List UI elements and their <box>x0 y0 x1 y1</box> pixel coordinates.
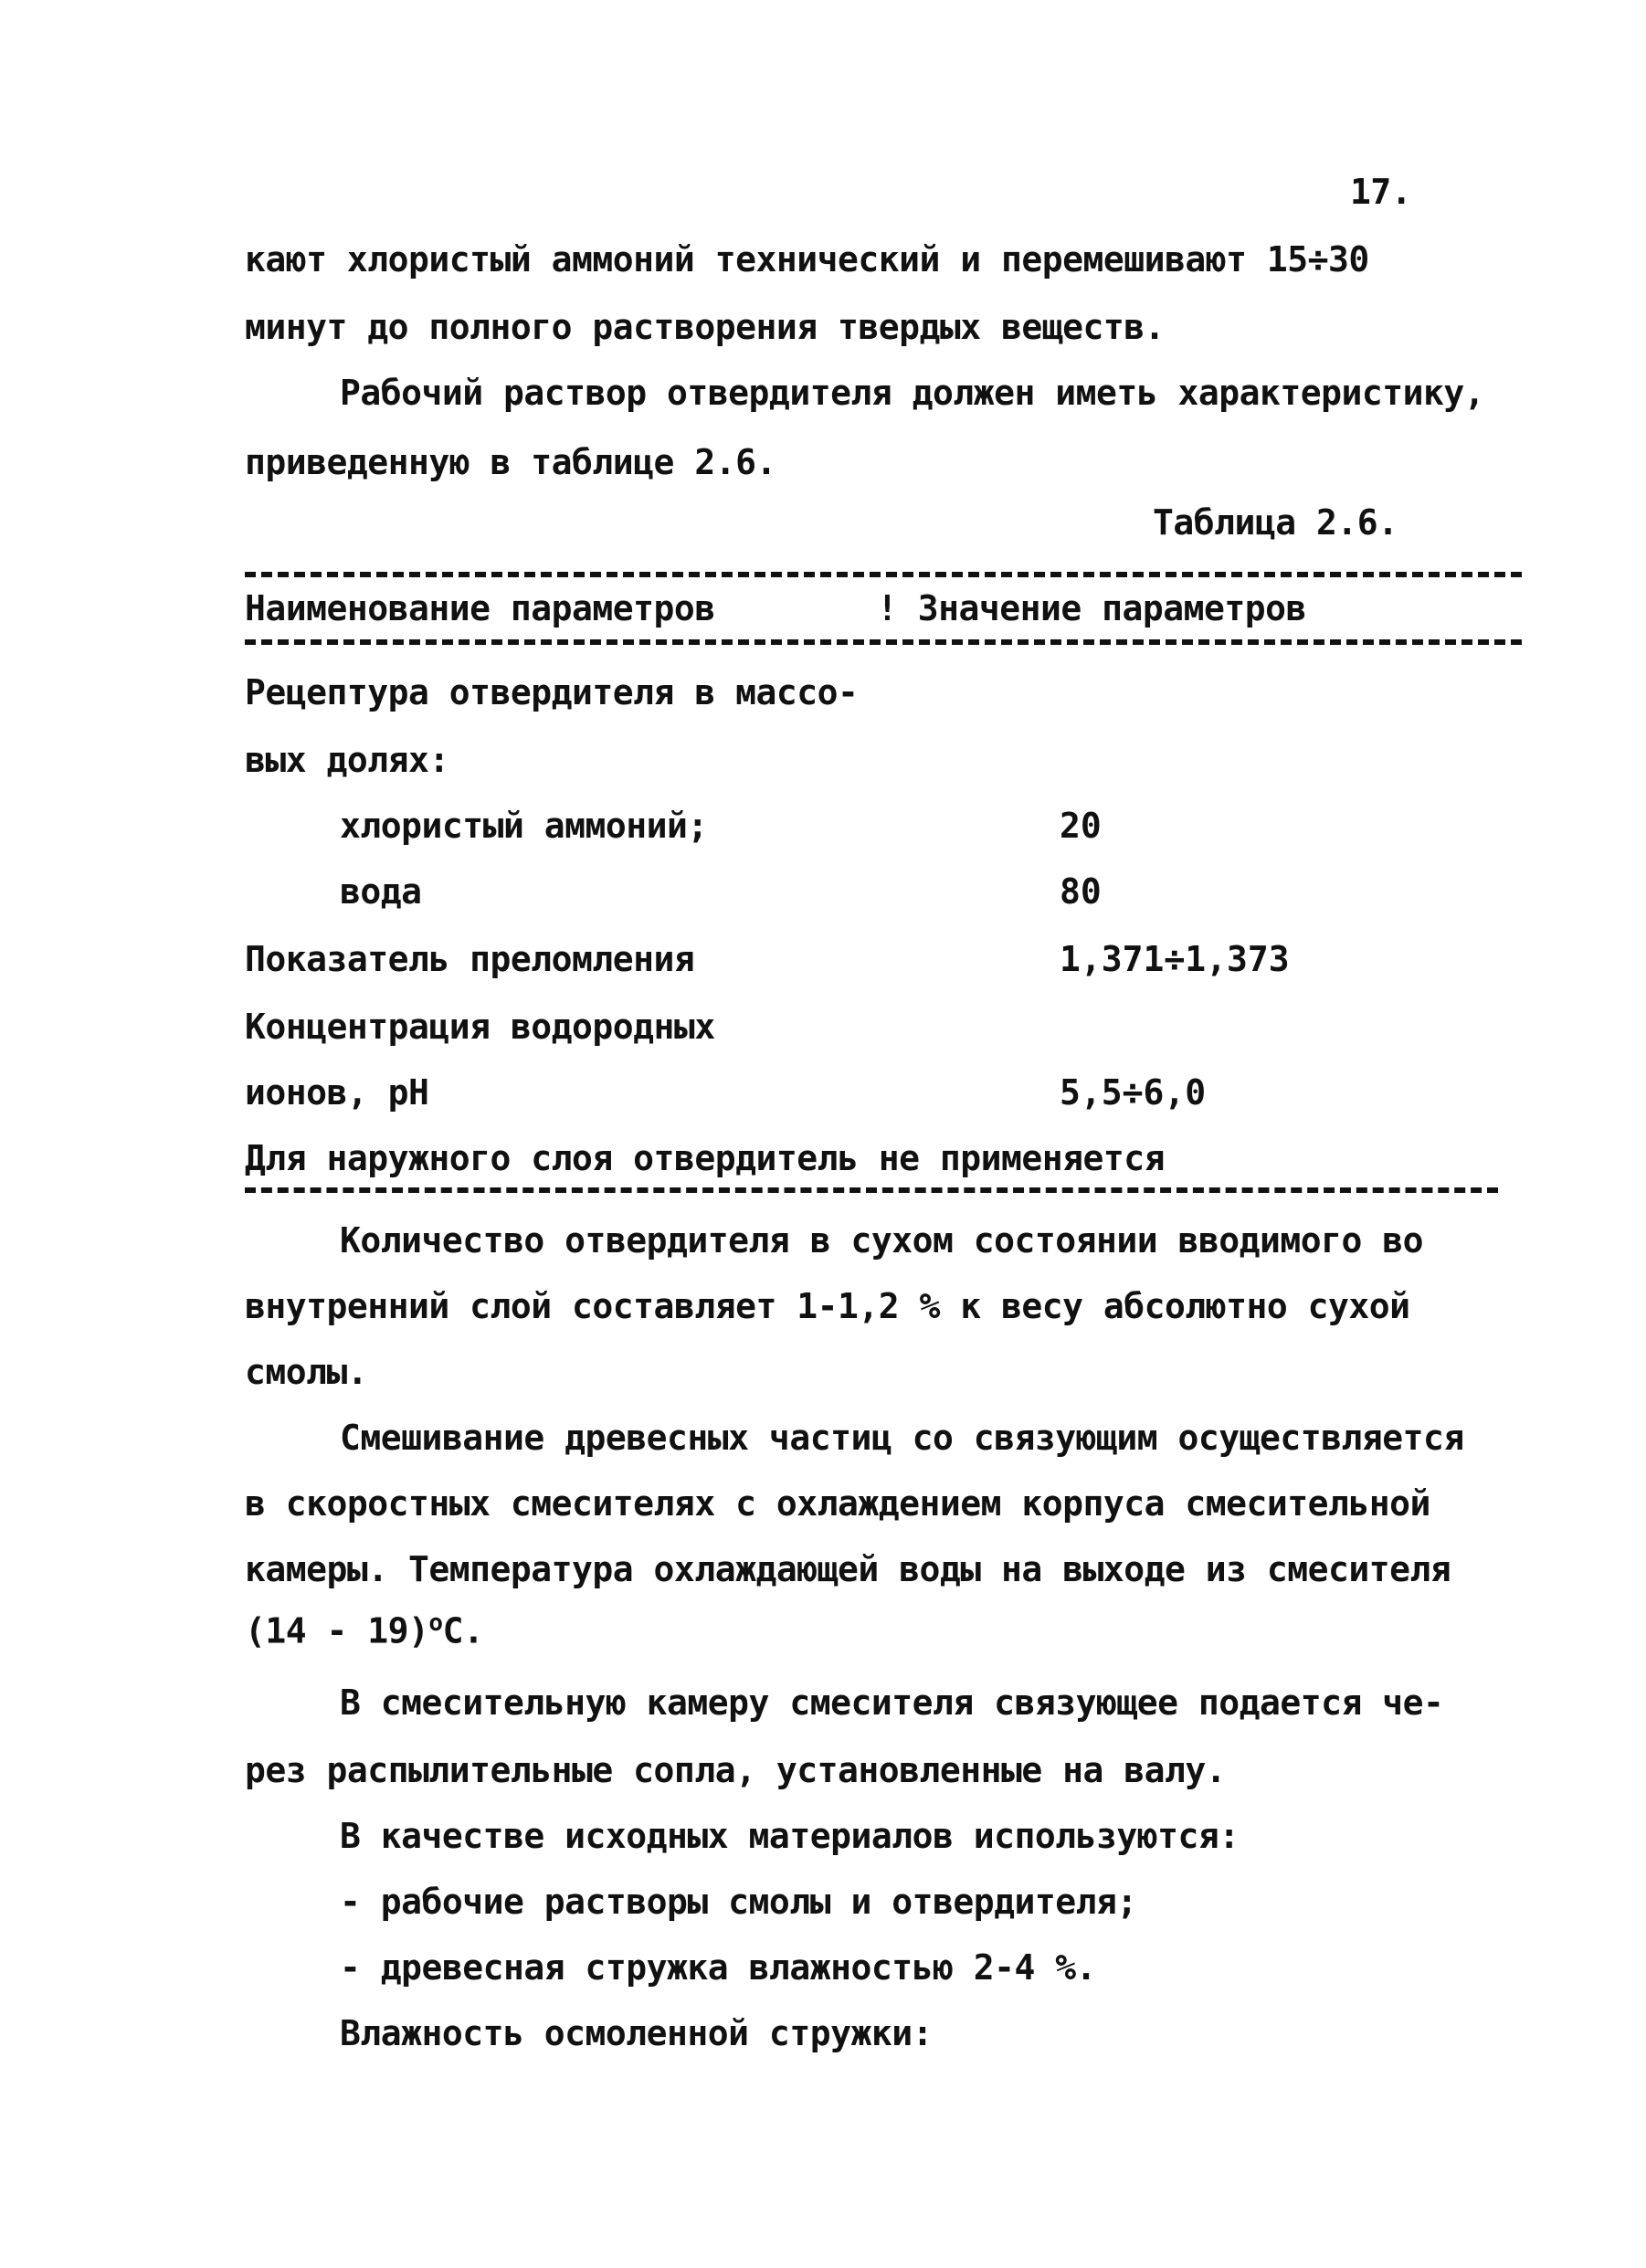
paragraph-4: В качестве исходных материалов используются: <box>340 1816 1240 1856</box>
intro-line-4: приведенную в таблице 2.6. <box>245 442 776 482</box>
temperature-range: (14 - 19) <box>245 1610 429 1651</box>
table-row-refraction-name: Показатель преломления <box>245 939 695 979</box>
paragraph-3-line-1: В смесительную камеру смесителя связующее подается че- <box>340 1683 1444 1723</box>
table-header-rule <box>245 639 1522 645</box>
table-row-ph-value: 5,5÷6,0 <box>1060 1072 1207 1113</box>
table-row-ammonium-value: 20 <box>1060 806 1102 846</box>
table-row-ammonium-name: хлористый аммоний; <box>340 806 708 846</box>
table-row-water-value: 80 <box>1060 871 1102 912</box>
table-recipe-line-2: вых долях: <box>245 740 449 780</box>
paragraph-3-line-2: рез распылительные сопла, установленные на валу. <box>245 1750 1227 1790</box>
list-item-2: - древесная стружка влажностью 2-4 %. <box>340 1947 1096 1988</box>
paragraph-1-line-1: Количество отвердителя в сухом состоянии вводимого во <box>340 1220 1424 1261</box>
table-row-refraction-value: 1,371÷1,373 <box>1060 939 1290 979</box>
intro-line-1: кают хлористый аммоний технический и перемешивают 15÷30 <box>245 239 1369 280</box>
table-row-ph-line-1: Концентрация водородных <box>245 1007 715 1047</box>
paragraph-5: Влажность осмоленной стружки: <box>340 2013 933 2053</box>
paragraph-2-line-3: камеры. Температура охлаждающей воды на выходе из смесителя <box>245 1549 1451 1589</box>
paragraph-2-line-2: в скоростных смесителях с охлаждением корпуса смесительной <box>245 1483 1430 1524</box>
intro-line-3: Рабочий раствор отвердителя должен иметь характеристику, <box>340 373 1485 413</box>
paragraph-1-line-2: внутренний слой составляет 1-1,2 % к весу абсолютно сухой <box>245 1286 1410 1326</box>
table-caption: Таблица 2.6. <box>1153 502 1398 543</box>
table-row-ph-line-2: ионов, pH <box>245 1072 429 1113</box>
table-recipe-line-1: Рецептура отвердителя в массо- <box>245 672 859 712</box>
page-number: 17. <box>1350 172 1412 212</box>
table-footer-note: Для наружного слоя отвердитель не применяется <box>245 1138 1166 1178</box>
paragraph-2-line-1: Смешивание древесных частиц со связующим осуществляется <box>340 1418 1464 1458</box>
temperature-unit: С. <box>442 1610 484 1651</box>
list-item-1: - рабочие растворы смолы и отвердителя; <box>340 1882 1137 1922</box>
degree-mark: o <box>428 1609 443 1637</box>
paragraph-2-line-4 <box>245 1609 483 1651</box>
table-top-rule <box>245 572 1522 577</box>
table-row-water-name: вода <box>340 871 422 912</box>
table-header-col1: Наименование параметров <box>245 588 715 628</box>
paragraph-1-line-3: смолы. <box>245 1352 368 1392</box>
table-bottom-rule <box>245 1187 1498 1193</box>
intro-line-2: минут до полного растворения твердых веществ. <box>245 307 1166 347</box>
table-header-col2: ! Значение параметров <box>877 588 1306 628</box>
